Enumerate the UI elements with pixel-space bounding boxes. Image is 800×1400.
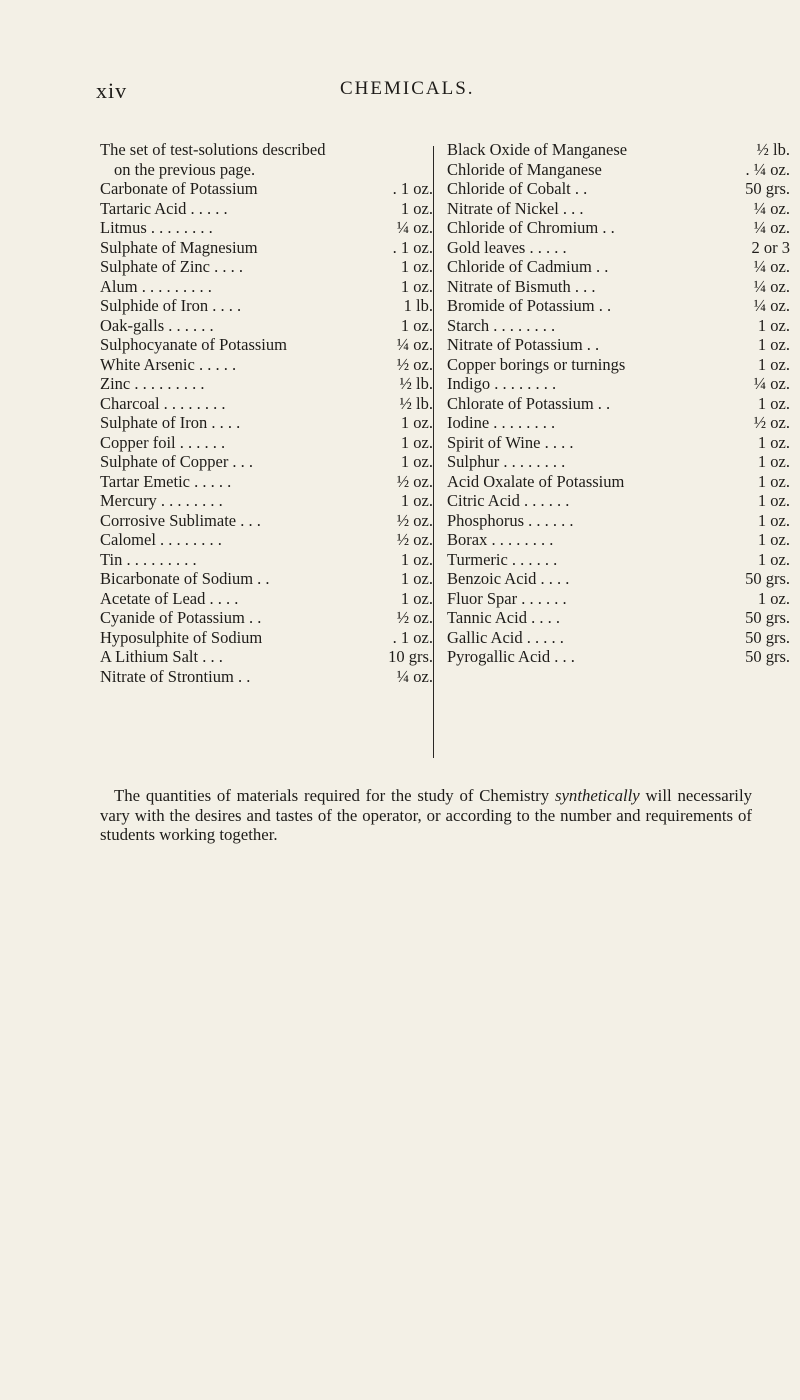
item-quantity: ¼ oz. <box>396 218 433 237</box>
item-name: Chloride of Cadmium . . <box>447 257 609 276</box>
list-item <box>100 160 433 180</box>
list-item <box>447 218 790 238</box>
list-item <box>100 491 433 511</box>
item-name: Spirit of Wine . . . . <box>447 432 574 452</box>
note-emphasis: synthetically <box>554 786 640 805</box>
list-item <box>447 608 790 628</box>
item-name: Indigo . . . . . . . . <box>447 374 557 393</box>
item-name: White Arsenic . . . . . <box>100 354 237 374</box>
item-quantity: 1 oz. <box>757 510 790 530</box>
list-item <box>447 394 790 414</box>
list-item <box>100 316 433 336</box>
list-item <box>447 647 790 667</box>
list-item <box>100 433 433 453</box>
list-item <box>447 160 790 180</box>
item-name: Sulphate of Magnesium <box>100 237 258 257</box>
column-divider <box>433 146 434 758</box>
item-quantity: ½ oz. <box>396 471 433 491</box>
running-title: CHEMICALS. <box>340 78 475 99</box>
item-quantity: 50 grs. <box>745 608 790 627</box>
item-name: Tannic Acid . . . . <box>447 608 560 627</box>
item-name: Copper foil . . . . . . <box>100 432 226 452</box>
item-name: Sulphate of Iron . . . . <box>100 413 241 432</box>
list-item <box>100 647 433 667</box>
item-name: Litmus . . . . . . . . <box>100 218 213 237</box>
list-item <box>100 413 433 433</box>
item-name: Phosphorus . . . . . . <box>447 510 574 530</box>
item-name: Sulphocyanate of Potassium <box>100 335 287 354</box>
list-item <box>447 511 790 531</box>
right-column <box>438 140 790 667</box>
list-item <box>100 355 433 375</box>
item-quantity: 1 oz. <box>757 530 790 549</box>
item-name: Tartar Emetic . . . . . <box>100 471 232 491</box>
item-quantity: ½ oz. <box>753 413 790 432</box>
item-name: on the previous page. <box>114 159 256 179</box>
list-item <box>100 589 433 609</box>
list-item <box>100 296 433 316</box>
list-item <box>447 277 790 297</box>
item-quantity: 1 oz. <box>400 588 433 608</box>
list-item <box>447 179 790 199</box>
list-item <box>100 335 433 355</box>
item-name: Copper borings or turnings <box>447 354 626 374</box>
item-quantity: ½ lb. <box>399 393 433 413</box>
item-name: Sulphur . . . . . . . . <box>447 452 566 471</box>
list-item <box>100 608 433 628</box>
list-item <box>100 628 433 648</box>
item-quantity: 1 oz. <box>757 354 790 374</box>
list-item <box>447 628 790 648</box>
item-quantity: 1 oz. <box>757 393 790 413</box>
item-quantity: . 1 oz. <box>392 237 433 257</box>
item-quantity: ¼ oz. <box>753 374 790 393</box>
list-item <box>100 238 433 258</box>
item-quantity: ¼ oz. <box>753 296 790 315</box>
item-name: Bicarbonate of Sodium . . <box>100 569 270 588</box>
item-name: Zinc . . . . . . . . . <box>100 374 205 393</box>
page-number: xiv <box>96 78 128 103</box>
item-quantity: 1 oz. <box>400 569 433 588</box>
item-quantity: 50 grs. <box>745 647 790 666</box>
item-quantity: . 1 oz. <box>392 627 433 647</box>
list-item <box>100 472 433 492</box>
item-quantity: 1 oz. <box>757 452 790 471</box>
list-item <box>447 374 790 394</box>
item-quantity: ½ oz. <box>396 608 433 627</box>
note-text-start: The quantities of materials required for the study of Chemistry <box>114 786 555 805</box>
item-name: Acid Oxalate of Potassium <box>447 471 625 491</box>
item-quantity: 2 or 3 <box>751 237 790 257</box>
item-name: Chloride of Chromium . . <box>447 218 615 237</box>
list-item <box>447 238 790 258</box>
item-quantity: 10 grs. <box>388 647 433 666</box>
item-quantity: 1 oz. <box>400 315 433 335</box>
item-name: Citric Acid . . . . . . <box>447 491 570 510</box>
item-name: Sulphate of Zinc . . . . <box>100 257 243 276</box>
item-quantity: ¼ oz. <box>753 218 790 237</box>
list-item <box>447 140 790 160</box>
item-quantity: ½ oz. <box>396 354 433 374</box>
item-quantity: ¼ oz. <box>396 335 433 354</box>
item-quantity: 1 oz. <box>757 588 790 608</box>
item-name: Corrosive Sublimate . . . <box>100 510 261 530</box>
note-text-end: will necessarily vary with the desires and tastes of the operator, or according to the number and requirements of students working together. <box>100 786 752 844</box>
item-quantity: . ¼ oz. <box>745 159 790 179</box>
item-quantity: ½ oz. <box>396 530 433 549</box>
item-quantity: 1 oz. <box>400 452 433 471</box>
item-name: Fluor Spar . . . . . . <box>447 588 567 608</box>
item-quantity: ½ lb. <box>399 374 433 393</box>
list-item <box>447 569 790 589</box>
item-name: Gold leaves . . . . . <box>447 237 567 257</box>
item-quantity: ¼ oz. <box>753 276 790 296</box>
list-item <box>100 452 433 472</box>
list-item <box>100 530 433 550</box>
item-name: Chlorate of Potassium . . <box>447 393 611 413</box>
item-name: Pyrogallic Acid . . . <box>447 647 575 666</box>
item-name: Carbonate of Potassium <box>100 179 258 198</box>
list-item <box>100 218 433 238</box>
list-item <box>447 550 790 570</box>
item-name: Oak-galls . . . . . . <box>100 315 214 335</box>
item-quantity: 1 oz. <box>400 198 433 218</box>
list-item <box>447 413 790 433</box>
item-quantity: 1 oz. <box>400 491 433 510</box>
list-item <box>100 179 433 199</box>
list-item <box>100 199 433 219</box>
item-quantity: 50 grs. <box>745 179 790 198</box>
item-quantity: 50 grs. <box>745 569 790 588</box>
item-quantity: 1 oz. <box>400 432 433 452</box>
item-name: Charcoal . . . . . . . . <box>100 393 226 413</box>
item-quantity: 1 oz. <box>400 257 433 276</box>
chemicals-list <box>100 140 790 780</box>
list-item <box>447 433 790 453</box>
item-name: Turmeric . . . . . . <box>447 549 558 569</box>
item-name: Chloride of Cobalt . . <box>447 179 588 198</box>
item-name: Chloride of Manganese <box>447 159 602 179</box>
item-name: Acetate of Lead . . . . <box>100 588 239 608</box>
list-item <box>447 335 790 355</box>
item-name: Sulphide of Iron . . . . <box>100 296 242 315</box>
item-quantity: ½ lb. <box>756 140 790 159</box>
list-item <box>447 589 790 609</box>
item-name: Nitrate of Strontium . . <box>100 666 251 686</box>
list-item <box>447 530 790 550</box>
item-quantity: 1 oz. <box>757 315 790 335</box>
item-quantity: ¼ oz. <box>753 257 790 276</box>
list-item <box>100 569 433 589</box>
list-item <box>447 355 790 375</box>
list-item <box>100 550 433 570</box>
item-quantity: 1 oz. <box>757 549 790 569</box>
item-name: Bromide of Potassium . . <box>447 296 612 315</box>
item-name: Iodine . . . . . . . . <box>447 413 556 432</box>
item-name: Mercury . . . . . . . . <box>100 491 223 510</box>
item-name: Borax . . . . . . . . <box>447 530 554 549</box>
item-name: Starch . . . . . . . . <box>447 315 556 335</box>
item-quantity: 1 oz. <box>757 471 790 491</box>
item-name: Black Oxide of Manganese <box>447 140 628 159</box>
quantities-note <box>100 786 752 845</box>
item-name: Nitrate of Potassium . . <box>447 335 600 354</box>
item-name: Tin . . . . . . . . . <box>100 549 197 569</box>
item-quantity: 1 oz. <box>400 413 433 432</box>
list-item <box>447 199 790 219</box>
item-quantity: 1 lb. <box>403 296 433 315</box>
item-name: Cyanide of Potassium . . <box>100 608 262 627</box>
left-column <box>100 140 433 686</box>
item-name: Tartaric Acid . . . . . <box>100 198 228 218</box>
list-item <box>100 277 433 297</box>
list-item <box>447 491 790 511</box>
list-item <box>100 511 433 531</box>
item-name: Gallic Acid . . . . . <box>447 627 564 647</box>
item-quantity: 1 oz. <box>757 491 790 510</box>
item-name: Sulphate of Copper . . . <box>100 452 254 471</box>
list-item <box>447 257 790 277</box>
list-item <box>100 374 433 394</box>
item-quantity: ¼ oz. <box>396 666 433 686</box>
list-item <box>447 316 790 336</box>
list-item <box>100 140 433 160</box>
item-name: A Lithium Salt . . . <box>100 647 223 666</box>
list-item <box>100 394 433 414</box>
list-item <box>100 257 433 277</box>
item-name: The set of test-solutions described <box>100 140 326 159</box>
list-item <box>447 296 790 316</box>
list-item <box>100 667 433 687</box>
item-quantity: 50 grs. <box>745 627 790 647</box>
list-item <box>447 472 790 492</box>
item-quantity: ¼ oz. <box>753 198 790 218</box>
item-name: Alum . . . . . . . . . <box>100 276 212 296</box>
item-quantity: 1 oz. <box>757 335 790 354</box>
item-quantity: ½ oz. <box>396 510 433 530</box>
item-quantity: 1 oz. <box>757 432 790 452</box>
running-head <box>0 78 800 108</box>
item-name: Nitrate of Bismuth . . . <box>447 276 596 296</box>
item-quantity: 1 oz. <box>400 549 433 569</box>
item-name: Hyposulphite of Sodium <box>100 627 263 647</box>
list-item <box>447 452 790 472</box>
item-name: Benzoic Acid . . . . <box>447 569 570 588</box>
item-quantity: 1 oz. <box>400 276 433 296</box>
item-name: Calomel . . . . . . . . <box>100 530 222 549</box>
item-name: Nitrate of Nickel . . . <box>447 198 584 218</box>
item-quantity: . 1 oz. <box>392 179 433 198</box>
